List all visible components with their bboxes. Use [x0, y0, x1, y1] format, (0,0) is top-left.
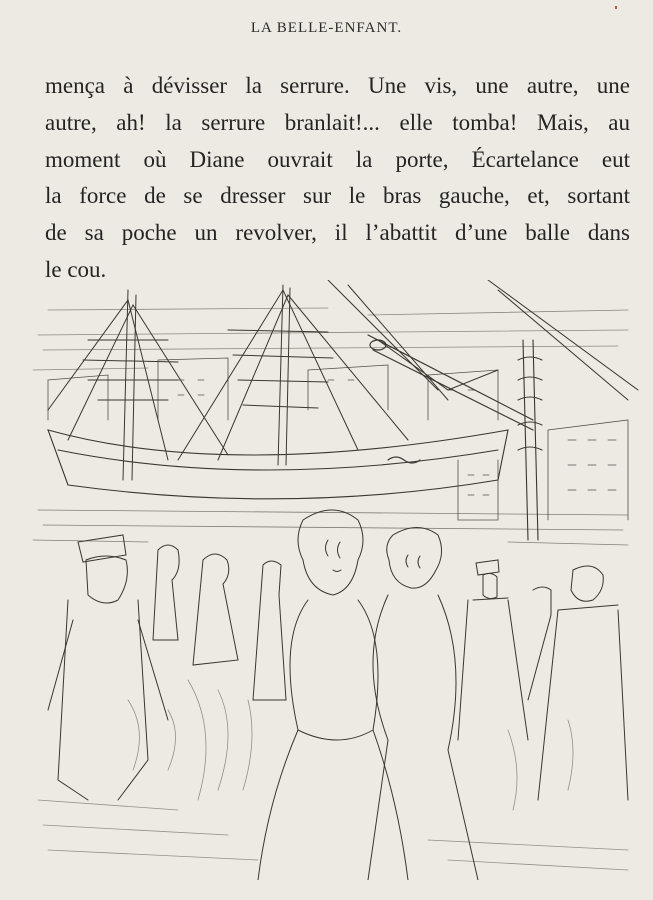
boom	[368, 335, 533, 430]
harbour-etching	[28, 280, 640, 880]
text-line: de sa poche un revolver, il l’abattit d’une balle dans	[45, 220, 630, 246]
ink-speck	[615, 6, 617, 9]
quay-hatching	[33, 510, 628, 545]
ship-rigging	[48, 280, 638, 480]
text-line: la force de se dresser sur le bras gauche, et, sortant	[45, 183, 630, 209]
text-line: moment où Diane ouvrait la porte, Écartelance eut	[45, 146, 630, 172]
text-line: mença à dévisser la serrure. Une vis, une autre, une	[45, 73, 630, 98]
text-line: le cou.	[45, 256, 107, 282]
figures	[48, 510, 628, 880]
mast-rings	[518, 340, 542, 540]
text-line: autre, ah! la serrure branlait!... elle tomba! Mais, au	[45, 109, 630, 135]
body-paragraph	[45, 68, 630, 289]
buildings	[48, 358, 628, 520]
running-head: LA BELLE-ENFANT.	[250, 20, 403, 36]
ground-hatching	[38, 680, 628, 870]
